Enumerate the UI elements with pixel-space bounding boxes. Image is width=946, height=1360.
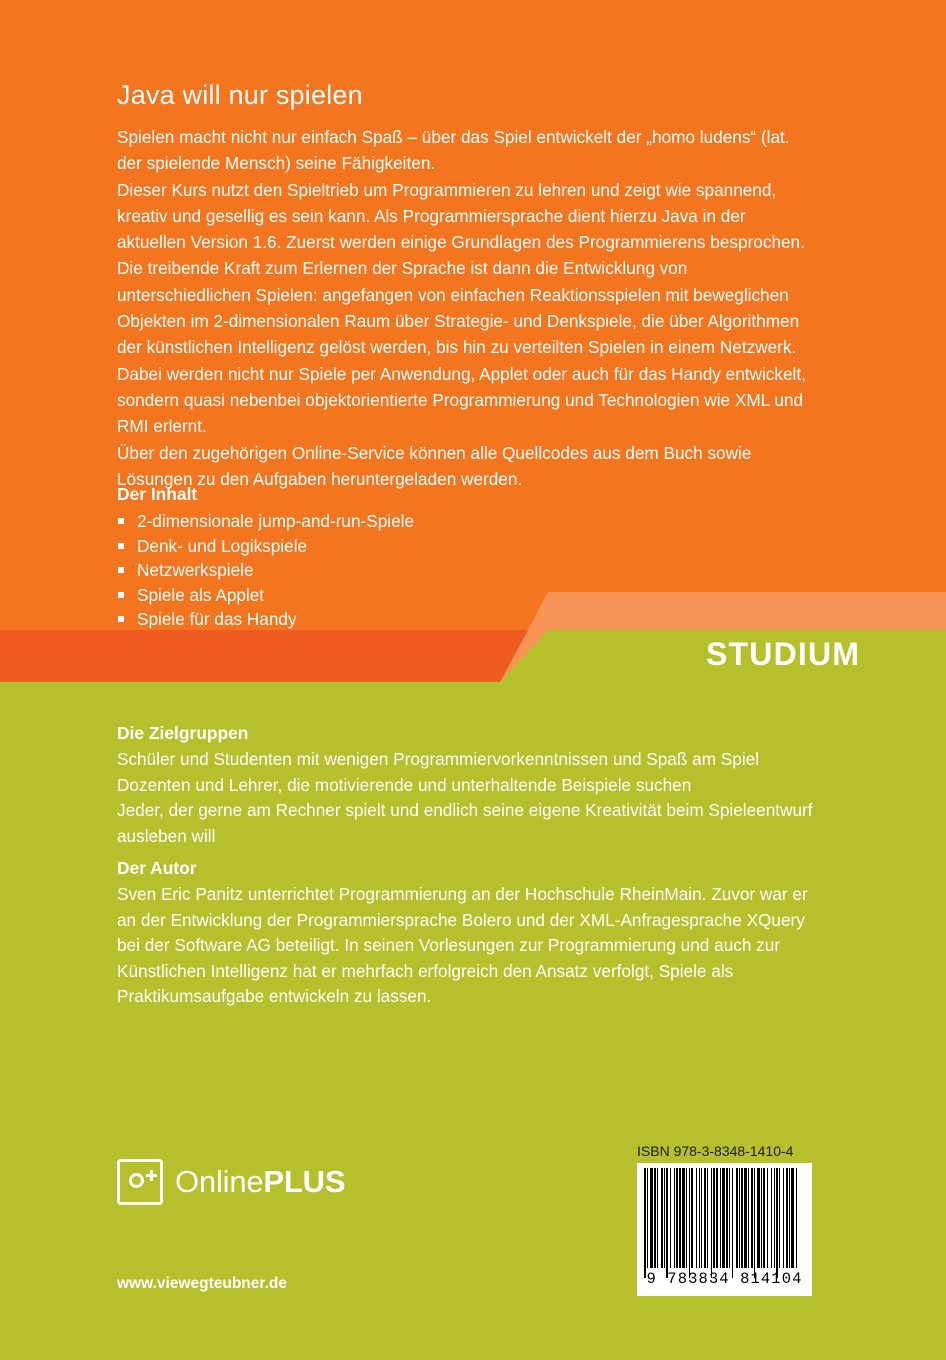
bullet-square-icon	[118, 567, 124, 573]
plus-icon	[146, 1174, 157, 1177]
bullet-square-icon	[118, 616, 124, 622]
publisher-website: www.viewegteubner.de	[117, 1275, 287, 1292]
contents-heading: Der Inhalt	[117, 484, 198, 504]
blurb-paragraph-1: Spielen macht nicht nur einfach Spaß – über das Spiel entwickelt der „homo ludens“ (lat. der spielende Mensch) seine Fähigkeiten.	[117, 127, 790, 174]
list-item-label: Denk- und Logikspiele	[137, 535, 308, 556]
list-item-label: 2-dimensionale jump-and-run-Spiele	[137, 511, 415, 531]
isbn-label: ISBN 978-3-8348-1410-4	[637, 1143, 794, 1159]
bullet-square-icon	[118, 543, 124, 549]
blurb-paragraph-3: Über den zugehörigen Online-Service können alle Quellcodes aus dem Buch sowie Lösungen zu den Aufgaben heruntergeladen werden.	[117, 442, 752, 489]
onlineplus-wordmark	[175, 1164, 345, 1200]
barcode-digits: 9 783834 814104	[646, 1270, 803, 1288]
list-item	[117, 558, 717, 583]
list-item	[117, 509, 717, 534]
author-paragraph: Sven Eric Panitz unterrichtet Programmierung an der Hochschule RheinMain. Zuvor war er an der Entwicklung der Programmiersprache Bolero und der XML-Anfragesprache XQuery bei der Software AG beteiligt. In seinen Vorlesungen zur Programmierung und auch zur Künstlichen Intelligenz hat er mehrfach erfolgreich den Ansatz verfolgt, Spiele als Praktikumsaufgabe entwickeln zu lassen.	[117, 884, 808, 1006]
contents-list	[117, 509, 717, 632]
list-item-label: Spiele für das Handy	[137, 609, 297, 629]
list-item-label: Spiele als Applet	[137, 584, 265, 605]
logo-text-bold: PLUS	[263, 1164, 346, 1199]
list-item	[117, 534, 717, 559]
audience-line-1: Schüler und Studenten mit wenigen Programmiervorkenntnissen und Spaß am Spiel	[117, 749, 760, 769]
blurb-text	[117, 124, 817, 492]
bullet-square-icon	[118, 518, 124, 524]
circle-icon	[129, 1173, 144, 1188]
page-title: Java will nur spielen	[117, 80, 363, 110]
barcode-bars	[644, 1168, 805, 1268]
target-audience-text	[117, 747, 827, 849]
blurb-paragraph-2: Dieser Kurs nutzt den Spieltrieb um Programmieren zu lehren und zeigt wie spannend, kreativ und gesellig es sein kann. Als Programmiersprache dient hierzu Java in der aktuellen Version 1.6. Zuerst werden einige Grundlagen des Programmierens besprochen. Die treibende Kraft zum Erlernen der Sprache ist dann die Entwicklung von unterschiedlichen Spielen: angefangen von einfachen Reaktionsspielen mit beweglichen Objekten im 2-dimensionalen Raum über Strategie- und Denkspiele, die über Algorithmen der künstlichen Intelligenz gelöst werden, bis hin zu verteilten Spielen in einem Netzwerk. Dabei werden nicht nur Spiele per Anwendung, Applet oder auch für das Handy entwickelt, sondern quasi nebenbei objektorientierte Programmierung und Technologien wie XML und RMI erlernt.	[117, 179, 806, 437]
target-audience-heading: Die Zielgruppen	[117, 723, 249, 743]
series-label: STUDIUM	[706, 636, 861, 672]
audience-line-2: Dozenten und Lehrer, die motivierende und unterhaltende Beispiele suchen	[117, 774, 692, 795]
logo-text-light: Online	[175, 1164, 264, 1199]
bullet-square-icon	[118, 592, 124, 598]
author-heading: Der Autor	[117, 858, 197, 878]
author-text	[117, 882, 827, 1010]
audience-line-3: Jeder, der gerne am Rechner spielt und endlich seine eigene Kreativität beim Spieleentwurf ausleben will	[117, 800, 813, 846]
list-item	[117, 583, 717, 608]
list-item-label: Netzwerkspiele	[137, 560, 254, 580]
onlineplus-mark-icon	[117, 1159, 163, 1205]
list-item	[117, 607, 717, 632]
onlineplus-logo	[117, 1159, 345, 1205]
